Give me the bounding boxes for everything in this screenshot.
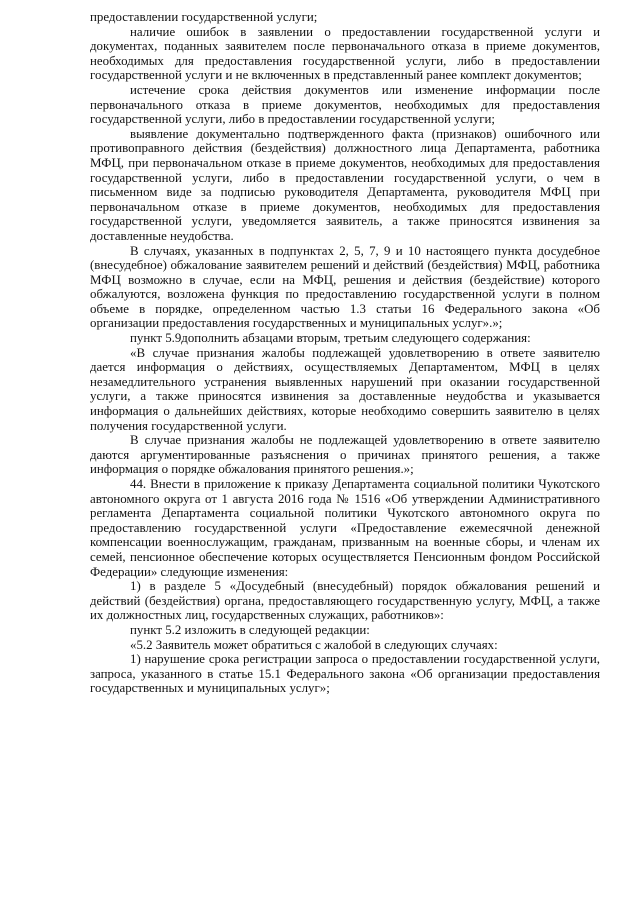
paragraph-item-44: 44. Внести в приложение к приказу Департамента социальной политики Чукотского автономного округа от 1 августа 2016 года № 1516 «Об утверждении Административного регламента Департамента социальной политики Чукотского автономного округа по предоставлению государственной услуги «Предоставление ежемесячной денежной компенсации военнослужащим, гражданам, призванным на военные сборы, и членам их семей, пенсионное обеспечение которых осуществляется Пенсионным фондом Российской Федерации» следующие изменения: (90, 477, 600, 579)
paragraph-complaint-cases: «5.2 Заявитель может обратиться с жалобой в следующих случаях: (130, 637, 498, 652)
paragraph-continuation: предоставлении государственной услуги; (90, 10, 318, 24)
paragraph-application-errors: наличие ошибок в заявлении о предоставлении государственной услуги и документах, поданных заявителем после первоначального отказа в приеме документов, необходимых для предоставления государственной услуги, либо в предоставлении государственной услуги и не включенных в представленный ранее комплект документов; (90, 24, 600, 83)
paragraph-mfc-appeal: В случаях, указанных в подпунктах 2, 5, 7, 9 и 10 настоящего пункта досудебное (внесудебное) обжалование заявителем решений и действий (бездействия) МФЦ, работника МФЦ возможно в случае, если на МФЦ, решения и действия (бездействие) которого обжалуются, возложена функция по предоставлению государственной услуги в полном объеме в порядке, определенном частью 1.3 статьи 16 Федерального закона «Об организации предоставления государственных и муниципальных услуг».»; (90, 243, 600, 331)
document-page (90, 10, 600, 696)
paragraph-clause-5-2: пункт 5.2 изложить в следующей редакции: (130, 622, 370, 637)
paragraph-clause-5-9: пункт 5.9дополнить абзацами вторым, третьим следующего содержания: (130, 331, 531, 346)
paragraph-erroneous-action: выявление документально подтвержденного факта (признаков) ошибочного или противоправного действия (бездействия) должностного лица Департамента, работника МФЦ, при первоначальном отказе в приеме документов, необходимых для предоставления государственной услуги, либо в предоставлении государственной услуги, о чем в письменном виде за подписью руководителя Департамента, руководителя МФЦ при первоначальном отказе в приеме документов, необходимых для предоставления государственной услуги, уведомляется заявитель, а также приносятся извинения за доставленные неудобства. (90, 126, 600, 243)
paragraph-complaint-upheld: «В случае признания жалобы подлежащей удовлетворению в ответе заявителю дается информация о действиях, осуществляемых Департаментом, МФЦ в целях незамедлительного устранения выявленных нарушений при оказании государственной услуги, а также приносятся извинения за доставленные неудобства и указывается информация о дальнейших действиях, которые необходимо совершить заявителю в целях получения государственной услуги. (90, 345, 600, 433)
paragraph-section-5: 1) в разделе 5 «Досудебный (внесудебный) порядок обжалования решений и действий (бездействия) органа, предоставляющего государственную услугу, МФЦ, а также их должностных лиц, государственных служащих, работников»: (90, 579, 600, 623)
paragraph-registration-violation: 1) нарушение срока регистрации запроса о предоставлении государственной услуги, запроса, указанного в статье 15.1 Федерального закона «Об организации предоставления государственных и муниципальных услуг»; (90, 652, 600, 696)
paragraph-complaint-rejected: В случае признания жалобы не подлежащей удовлетворению в ответе заявителю даются аргументированные разъяснения о причинах принятого решения, а также информация о порядке обжалования принятого решения.»; (90, 433, 600, 477)
paragraph-documents-expiry: истечение срока действия документов или изменение информации после первоначального отказа в приеме документов, необходимых для предоставления государственной услуги, либо в предоставлении государственной услуги; (90, 82, 600, 127)
